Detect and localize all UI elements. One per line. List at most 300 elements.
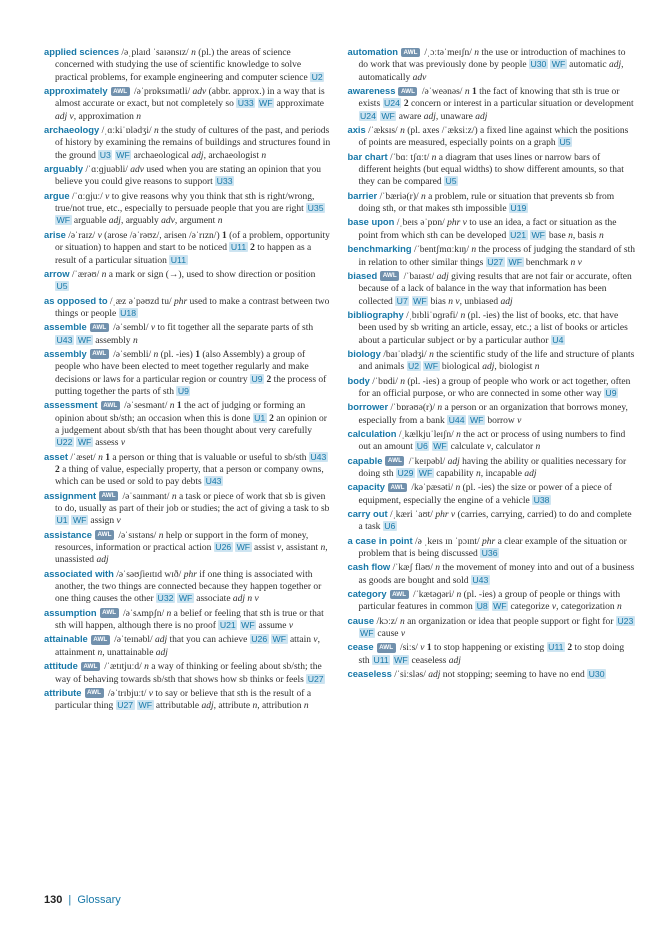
glossary-entry bbox=[44, 490, 332, 528]
pos-italic: adj bbox=[436, 271, 449, 282]
headword: asset bbox=[44, 450, 68, 462]
headword: biology bbox=[347, 347, 381, 359]
pos-italic: n bbox=[101, 269, 107, 280]
unit-ref: U27 bbox=[117, 700, 134, 711]
entry-text: that you can achieve bbox=[167, 635, 250, 646]
wf-badge: WF bbox=[259, 98, 273, 109]
wf-badge: WF bbox=[272, 634, 287, 645]
unit-ref: U35 bbox=[307, 203, 324, 214]
glossary-entry bbox=[44, 451, 332, 489]
wf-badge: WF bbox=[469, 414, 484, 425]
entry-text: the act of judging or forming an opinion about sb/sth; an occasion when this is done bbox=[55, 401, 306, 424]
entry-text: to say or believe that sth is the result of a particular thing bbox=[55, 688, 312, 712]
headword: ceaseless bbox=[347, 668, 392, 680]
wf-badge: WF bbox=[116, 149, 130, 160]
entry-text: /əˈsɪstəns/ bbox=[115, 530, 159, 541]
unit-ref: U9 bbox=[177, 385, 189, 396]
pos-italic: n bbox=[464, 87, 470, 98]
wf-badge: WF bbox=[508, 256, 523, 267]
entry-text: /ˈæksɪs/ bbox=[365, 126, 401, 137]
awl-badge: AWL bbox=[90, 323, 109, 333]
pos-italic: adj bbox=[448, 655, 461, 666]
entry-text: to stop happening or existing bbox=[431, 643, 547, 654]
footer-separator: | bbox=[68, 894, 72, 906]
headword: cause bbox=[347, 614, 375, 626]
headword: attainable bbox=[44, 633, 88, 645]
pos-italic: n v bbox=[448, 296, 460, 307]
headword: assemble bbox=[44, 321, 87, 333]
entry-text: the process of judging the standard of sth in relation to other similar things bbox=[358, 245, 635, 268]
entry-text: /ˌkæri ˈaʊt/ bbox=[387, 510, 436, 521]
headword: assumption bbox=[44, 606, 97, 618]
pos-italic: n bbox=[429, 349, 434, 360]
wf-badge: WF bbox=[77, 334, 92, 345]
unit-ref: U26 bbox=[251, 634, 268, 645]
entry-text: , unaware bbox=[435, 111, 476, 122]
pos-italic: n bbox=[132, 335, 138, 346]
glossary-entry bbox=[348, 270, 636, 308]
unit-ref: U18 bbox=[120, 307, 137, 318]
sense-number: 2 bbox=[567, 643, 573, 654]
pos-italic: n bbox=[400, 126, 405, 137]
entry-text: /kəˈpæsəti/ bbox=[409, 483, 456, 494]
wf-badge: WF bbox=[424, 361, 439, 372]
pos-italic: phr v bbox=[447, 218, 467, 229]
pos-italic: adv bbox=[130, 165, 144, 176]
pos-italic: n bbox=[400, 376, 405, 387]
pos-italic: n bbox=[471, 245, 477, 256]
unit-ref: U2 bbox=[408, 361, 420, 372]
pos-italic: adj bbox=[423, 111, 436, 122]
headword: benchmarking bbox=[347, 243, 412, 255]
unit-ref: U6 bbox=[416, 441, 428, 452]
awl-badge: AWL bbox=[111, 87, 130, 97]
glossary-entry bbox=[44, 687, 332, 713]
unit-ref: U23 bbox=[617, 615, 634, 626]
pos-italic: v bbox=[400, 629, 406, 640]
entry-text: /ˈbæriə(r)/ bbox=[377, 191, 422, 202]
unit-ref: U1 bbox=[56, 515, 68, 526]
pos-italic: adj bbox=[609, 60, 622, 71]
glossary-entry bbox=[348, 641, 636, 667]
headword: biased bbox=[347, 269, 378, 281]
unit-ref: U24 bbox=[384, 98, 400, 109]
unit-ref: U43 bbox=[205, 476, 222, 487]
pos-italic: adj bbox=[447, 456, 460, 467]
glossary-entry bbox=[348, 85, 636, 123]
pos-italic: adj bbox=[155, 647, 168, 658]
wf-badge: WF bbox=[531, 229, 545, 240]
entry-text: /ˈæset/ bbox=[67, 452, 99, 463]
awl-badge: AWL bbox=[385, 456, 404, 466]
glossary-entry bbox=[348, 401, 636, 427]
unit-ref: U44 bbox=[448, 414, 465, 425]
pos-italic: v bbox=[105, 191, 110, 202]
pos-italic: v bbox=[116, 516, 121, 527]
headword: assignment bbox=[44, 489, 97, 501]
entry-text: a person or an organization that borrows money, especially from a bank bbox=[358, 403, 628, 426]
entry-text: biological bbox=[439, 362, 483, 373]
entry-text: (carries, carrying, carried) to do and complete a task bbox=[358, 510, 632, 533]
pos-italic: n bbox=[166, 608, 172, 619]
entry-text: (pl. axes /ˈæksiːz/) a fixed line against which the positions of points are measured, especially points on a graph bbox=[358, 126, 629, 149]
headword: arguably bbox=[44, 163, 84, 175]
headword: category bbox=[347, 588, 387, 600]
headword: bibliography bbox=[347, 308, 404, 320]
pos-italic: n bbox=[158, 530, 164, 541]
glossary-entry bbox=[44, 529, 332, 567]
entry-text: an opinion or a judgement about sb/sth that has been thought about very carefully bbox=[55, 413, 327, 436]
glossary-entry bbox=[44, 633, 332, 659]
entry-text: /əˈweənəs/ bbox=[419, 87, 465, 98]
glossary-entry bbox=[44, 124, 332, 162]
entry-text: /ˈærəʊ/ bbox=[69, 269, 102, 280]
entry-text: /əˈsembli/ bbox=[110, 349, 154, 360]
entry-text: /əˈsʌmpʃn/ bbox=[120, 608, 167, 619]
entry-text: (pl. -ies) bbox=[158, 349, 196, 360]
headword: carry out bbox=[347, 508, 388, 520]
entry-text: attain bbox=[287, 635, 314, 646]
headword: calculation bbox=[347, 427, 397, 439]
entry-text: to stop doing sth bbox=[358, 643, 625, 666]
wf-badge: WF bbox=[493, 601, 507, 612]
headword: assessment bbox=[44, 399, 98, 411]
entry-text: /ˈɑːɡjuː/ bbox=[69, 191, 106, 202]
pos-italic: v bbox=[148, 688, 153, 699]
pos-italic: n bbox=[98, 452, 103, 463]
unit-ref: U43 bbox=[472, 574, 489, 585]
entry-text: (pl.) the areas of science concerned with studying the use of scientific knowledge to solve practical problems, for example engineering and computer science bbox=[55, 48, 311, 83]
unit-ref: U11 bbox=[230, 242, 247, 253]
entry-text: to use an idea, a fact or situation as the point from which sth can be developed bbox=[358, 218, 617, 241]
unit-ref: U30 bbox=[588, 669, 605, 680]
unit-ref: U9 bbox=[251, 373, 263, 384]
unit-ref: U3 bbox=[99, 149, 111, 160]
sense-number: 2 bbox=[250, 243, 255, 254]
pos-italic: v bbox=[420, 643, 425, 654]
entry-text: the use or introduction of machines to do work that was previously done by people bbox=[358, 48, 626, 71]
awl-badge: AWL bbox=[398, 87, 417, 97]
entry-text: used to make a contrast between two things or people bbox=[55, 296, 330, 319]
pos-italic: v bbox=[313, 635, 318, 646]
glossary-entry bbox=[348, 124, 636, 150]
entry-text: (of a problem, opportunity or situation) to happen and start to be noticed bbox=[55, 230, 330, 254]
entry-text: , archaeologist bbox=[203, 150, 262, 161]
headword: automation bbox=[347, 46, 399, 57]
unit-ref: U24 bbox=[360, 110, 376, 121]
entry-text: a belief or feeling that sth is true or that sth will happen, although there is no proof bbox=[55, 608, 324, 632]
entry-text: (pl. -ies) a group of people or things with particular features in common bbox=[358, 590, 621, 613]
wf-badge: WF bbox=[138, 700, 153, 711]
page-number: 130 bbox=[44, 894, 63, 906]
wf-badge: WF bbox=[413, 295, 427, 306]
entry-text: (pl. -ies) the size or power of a piece of equipment, especially the engine of a vehicle bbox=[358, 483, 612, 506]
pos-italic: adj bbox=[482, 362, 495, 373]
entry-text: /əˈsaɪnmənt/ bbox=[120, 491, 172, 502]
glossary-entry bbox=[348, 588, 636, 614]
entry-text: a thing of value, especially property, that a person or company owns, which can be used or sold to pay debts bbox=[55, 465, 324, 488]
headword: body bbox=[347, 374, 370, 386]
entry-text: used when you are stating an opinion that you believe you could give reasons to support bbox=[55, 165, 322, 188]
wf-badge: WF bbox=[394, 654, 408, 665]
unit-ref: U5 bbox=[559, 137, 571, 148]
entry-text: a way of thinking or feeling about sb/sth; the way of behaving towards sb/sth that shows how sb thinks or feels bbox=[55, 662, 322, 685]
entry-text: , unattainable bbox=[102, 647, 156, 658]
headword: assistance bbox=[44, 528, 92, 540]
entry-text: /ˌɑːkiˈɒlədʒi/ bbox=[99, 126, 155, 137]
entry-text: a problem, rule or situation that prevents sb from doing sth, or that makes sth impossible bbox=[358, 191, 615, 215]
awl-badge: AWL bbox=[100, 608, 119, 618]
headword: archaeology bbox=[44, 124, 100, 136]
unit-ref: U21 bbox=[510, 229, 527, 240]
awl-badge: AWL bbox=[377, 643, 396, 653]
pos-italic: n bbox=[169, 401, 175, 412]
entry-text: capability bbox=[433, 469, 477, 479]
entry-text: the movement of money into and out of a business as goods are bought and sold bbox=[358, 563, 635, 586]
entry-text: the scientific study of the life and structure of plants and animals bbox=[358, 349, 635, 373]
entry-text: assess bbox=[92, 438, 121, 449]
unit-ref: U38 bbox=[533, 494, 550, 505]
pos-italic: phr bbox=[173, 296, 188, 307]
awl-badge: AWL bbox=[95, 530, 114, 540]
unit-ref: U27 bbox=[487, 256, 504, 267]
pos-italic: adj bbox=[155, 635, 168, 646]
entry-text: /ˈbaɪəst/ bbox=[401, 271, 437, 282]
entry-text: , attainment bbox=[55, 635, 321, 658]
pos-italic: n bbox=[421, 191, 426, 202]
unit-ref: U30 bbox=[530, 59, 547, 70]
sense-number: 2 bbox=[55, 465, 60, 475]
pos-italic: v bbox=[150, 323, 156, 334]
entry-text: giving results that are not fair or accurate, often because of a lack of balance in the way that information has been collected bbox=[358, 271, 632, 307]
unit-ref: U2 bbox=[311, 71, 323, 82]
pos-italic: adj bbox=[428, 670, 441, 681]
entry-text: associate bbox=[193, 594, 233, 605]
entry-text: a clear example of the situation or problem that is being discussed bbox=[358, 536, 627, 560]
sense-number: 1 bbox=[426, 643, 432, 654]
entry-text: /əˈteɪnəbl/ bbox=[111, 635, 156, 646]
entry-text: the fact of knowing that sth is true or exists bbox=[358, 87, 620, 110]
pos-italic: n bbox=[154, 126, 159, 137]
entry-text: the study of cultures of the past, and periods of history by examining the remains of buildings and structures found in the ground bbox=[55, 126, 331, 161]
pos-italic: n bbox=[476, 469, 481, 479]
pos-italic: adj bbox=[108, 216, 121, 227]
entry-text: (also Assembly) a group of people who have been elected to meet together regularly and make decisions or laws for a particular region or country bbox=[55, 349, 309, 385]
glossary-entry bbox=[44, 85, 332, 123]
entry-text: /əˈsəʊʃieɪtɪd wɪð/ bbox=[113, 569, 184, 580]
sense-number: 1 bbox=[195, 349, 200, 360]
unit-ref: U22 bbox=[56, 437, 73, 448]
wf-badge: WF bbox=[236, 542, 251, 553]
entry-text: /ˈbɒrəʊə(r)/ bbox=[388, 403, 438, 414]
entry-text: /ˌæz əˈpəʊzd tu/ bbox=[107, 296, 174, 307]
entry-text: concern or interest in a particular situation or development bbox=[408, 99, 634, 110]
headword: approximately bbox=[44, 85, 108, 97]
awl-badge: AWL bbox=[81, 662, 100, 672]
pos-italic: v bbox=[97, 230, 102, 241]
unit-ref: U4 bbox=[552, 334, 564, 345]
pos-italic: n bbox=[97, 647, 103, 658]
pos-italic: n bbox=[617, 602, 622, 613]
headword: axis bbox=[347, 124, 366, 136]
pos-italic: adv bbox=[412, 72, 427, 83]
glossary-entry bbox=[44, 190, 332, 228]
unit-ref: U7 bbox=[396, 295, 408, 306]
pos-italic: adj bbox=[500, 296, 513, 307]
entry-text: to give reasons why you think that sth is right/wrong, true/not true, etc., especially to persuade people that you are right bbox=[55, 191, 315, 215]
entry-text: (pl. -ies) the list of books, etc. that have been used by sb writing an article, essay, etc.; a list of books or articles about a particular subject or by a particular author bbox=[358, 310, 628, 346]
sense-number: 2 bbox=[269, 413, 274, 424]
unit-ref: U19 bbox=[510, 203, 527, 214]
pos-italic: n bbox=[399, 616, 405, 627]
sense-number: 1 bbox=[471, 87, 477, 98]
sense-number: 2 bbox=[403, 99, 409, 110]
entry-text: assembly bbox=[92, 335, 133, 346]
pos-italic: n bbox=[252, 701, 258, 712]
pos-italic: n bbox=[460, 310, 466, 321]
pos-italic: n bbox=[171, 491, 177, 502]
pos-italic: adj bbox=[201, 701, 214, 712]
entry-text: (arose /əˈrəʊz/, arisen /əˈrɪzn/) bbox=[101, 230, 222, 241]
headword: cash flow bbox=[347, 561, 391, 573]
awl-badge: AWL bbox=[91, 635, 110, 645]
entry-text: /ˈbentʃmɑːkɪŋ/ bbox=[411, 245, 472, 256]
pos-italic: v bbox=[288, 621, 294, 632]
pos-italic: v bbox=[276, 543, 282, 554]
entry-text: /ˌbɪbliˈɒɡrəfi/ bbox=[403, 310, 461, 321]
unit-ref: U21 bbox=[219, 620, 236, 631]
headword: assembly bbox=[44, 347, 87, 359]
wf-badge: WF bbox=[433, 441, 447, 452]
entry-text: assume bbox=[256, 621, 289, 632]
wf-badge: WF bbox=[241, 620, 255, 631]
unit-ref: U11 bbox=[170, 254, 187, 265]
glossary-entry bbox=[348, 508, 636, 534]
entry-text: /əˈsembl/ bbox=[110, 323, 151, 334]
pos-italic: n bbox=[437, 403, 443, 414]
entry-text: /ˈkætəɡəri/ bbox=[410, 590, 457, 601]
entry-text: /ˈkeɪpəbl/ bbox=[406, 456, 448, 467]
entry-text: archaeological bbox=[131, 150, 192, 161]
glossary-entry bbox=[44, 229, 332, 267]
entry-text: an organization or idea that people support or fight for bbox=[404, 616, 616, 627]
awl-badge: AWL bbox=[401, 48, 420, 58]
sense-number: 1 bbox=[105, 452, 110, 463]
entry-text: , approximation bbox=[73, 111, 137, 122]
entry-text: the process of putting together the parts of sth bbox=[55, 374, 327, 397]
pos-italic: n v bbox=[570, 257, 582, 268]
entry-text: /ə ˌkeɪs ɪn ˈpɔɪnt/ bbox=[412, 536, 483, 547]
glossary-entry bbox=[348, 668, 636, 681]
glossary-entry bbox=[44, 348, 332, 398]
entry-text: , automatically bbox=[358, 60, 624, 83]
glossary-entry bbox=[348, 309, 636, 347]
entry-text: attributable bbox=[153, 701, 202, 712]
glossary-entry bbox=[44, 163, 332, 189]
awl-badge: AWL bbox=[85, 688, 104, 698]
pos-italic: n bbox=[535, 442, 541, 453]
entry-text: /ˈbɑː tʃɑːt/ bbox=[387, 152, 432, 163]
awl-badge: AWL bbox=[380, 271, 399, 281]
glossary-entry bbox=[348, 428, 636, 454]
headword: as opposed to bbox=[44, 294, 108, 306]
pos-italic: n bbox=[320, 543, 326, 554]
entry-text: benchmark bbox=[523, 257, 571, 268]
entry-text: the act or process of using numbers to find out an amount bbox=[358, 429, 626, 453]
sense-number: 1 bbox=[176, 401, 182, 412]
awl-badge: AWL bbox=[90, 349, 109, 359]
glossary-entry bbox=[44, 268, 332, 294]
headword: capacity bbox=[347, 481, 386, 493]
headword: argue bbox=[44, 189, 70, 201]
pos-italic: n bbox=[136, 111, 142, 122]
glossary-entry bbox=[44, 295, 332, 321]
section-title: Glossary bbox=[77, 894, 121, 906]
pos-italic: adj bbox=[524, 469, 537, 479]
glossary-entry bbox=[44, 46, 332, 84]
entry-text: , argument bbox=[174, 216, 218, 227]
entry-text: /kɔːz/ bbox=[374, 616, 400, 627]
entry-text: to happen as a result of a particular situation bbox=[55, 243, 312, 266]
entry-text: , unbiased bbox=[459, 296, 501, 307]
entry-text: /əˈprɒksɪmətli/ bbox=[131, 87, 193, 98]
glossary-entry bbox=[44, 607, 332, 633]
entry-text: /əˈraɪz/ bbox=[65, 230, 98, 241]
glossary-columns bbox=[44, 46, 635, 714]
unit-ref: U5 bbox=[56, 281, 68, 292]
entry-text: /baɪˈɒlədʒi/ bbox=[380, 349, 430, 360]
entry-text: /ˌɔːtəˈmeɪʃn/ bbox=[422, 48, 475, 58]
headword: a case in point bbox=[347, 534, 413, 546]
wf-badge: WF bbox=[56, 215, 71, 226]
pos-italic: n bbox=[303, 701, 309, 712]
pos-italic: n bbox=[474, 48, 480, 58]
unit-ref: U1 bbox=[254, 412, 266, 423]
unit-ref: U6 bbox=[384, 521, 396, 532]
entry-text: a task or piece of work that sb is given to do, usually as part of their job or studies; the act of giving a task to sb bbox=[55, 491, 330, 515]
unit-ref: U27 bbox=[307, 673, 324, 684]
entry-text: to fit together all the separate parts of sth bbox=[155, 323, 314, 334]
glossary-entry bbox=[348, 216, 636, 242]
entry-text: /ˈɑːɡjuəbli/ bbox=[83, 165, 131, 176]
awl-badge: AWL bbox=[390, 590, 409, 600]
entry-text: , biologist bbox=[494, 362, 535, 373]
sense-number: 1 bbox=[221, 230, 227, 241]
entry-text: , incapable bbox=[480, 469, 525, 479]
glossary-entry bbox=[348, 481, 636, 507]
entry-text: /ˌkælkjuˈleɪʃn/ bbox=[396, 429, 457, 440]
glossary-entry bbox=[348, 151, 636, 189]
glossary-column-left bbox=[44, 46, 332, 714]
entry-text: , categorization bbox=[556, 602, 618, 613]
entry-text: borrow bbox=[484, 415, 518, 426]
headword: barrier bbox=[347, 189, 378, 201]
glossary-entry bbox=[348, 243, 636, 269]
entry-text: cause bbox=[375, 629, 401, 640]
headword: base upon bbox=[347, 216, 395, 228]
unit-ref: U26 bbox=[215, 542, 232, 553]
pos-italic: n bbox=[153, 349, 159, 360]
wf-badge: WF bbox=[551, 59, 566, 70]
pos-italic: adj n v bbox=[232, 594, 259, 605]
pos-italic: phr bbox=[482, 536, 496, 547]
pos-italic: n bbox=[431, 152, 437, 163]
entry-text: /ˈsiːsləs/ bbox=[391, 670, 429, 681]
entry-text: aware bbox=[396, 111, 424, 122]
entry-text: , basis bbox=[572, 230, 599, 241]
page-footer bbox=[44, 894, 121, 906]
entry-text: , arguably bbox=[120, 216, 162, 227]
